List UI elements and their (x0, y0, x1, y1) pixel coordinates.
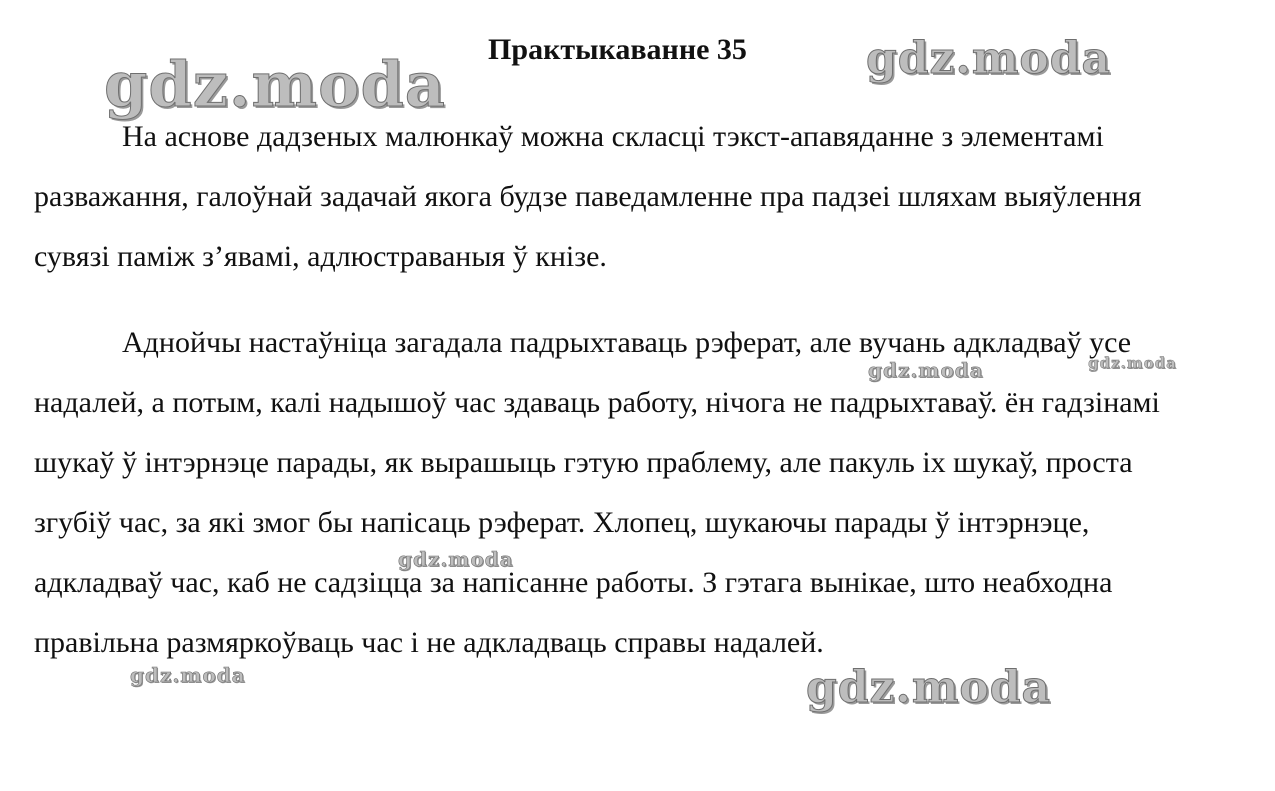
watermark-logo: gdz.moda (866, 33, 1112, 84)
watermark-logo: gdz.moda (104, 48, 446, 121)
paragraph-intro: На аснове дадзеных малюнкаў можна скласці тэкст-апавяданне з элементамі разважання, галоўнай задачай якога будзе паведамленне пра падзеі шляхам выяўлення сувязі паміж з’явамі, адлюстраваныя ў кнізе. (34, 120, 1142, 273)
watermark-logo: gdz.moda (398, 547, 514, 571)
paragraph-story: Аднойчы настаўніца загадала падрыхтаваць рэферат, але вучань адкладваў усе надалей, а потым, калі надышоў час здаваць работу, нічога не падрыхтаваў. ён гадзінамі шукаў ў інтэрнэце парады, як вырашыць гэтую праблему, але пакуль іх шукаў, проста згубіў час, за які змог бы напісаць рэферат. Хлопец, шукаючы парады ў інтэрнэце, адкладваў час, каб не садзіцца за напісанне работы. З гэтага вынікае, што неабходна правільна размяркоўваць час і не адкладваць справы надалей. (34, 326, 1160, 659)
watermark-logo: gdz.moda (130, 663, 246, 687)
page-title: Практыкаванне 35 (488, 33, 747, 66)
watermark-logo: gdz.moda (868, 358, 984, 382)
watermark-logo: gdz.moda (806, 662, 1052, 713)
watermark-logo: gdz.moda (1088, 354, 1177, 372)
